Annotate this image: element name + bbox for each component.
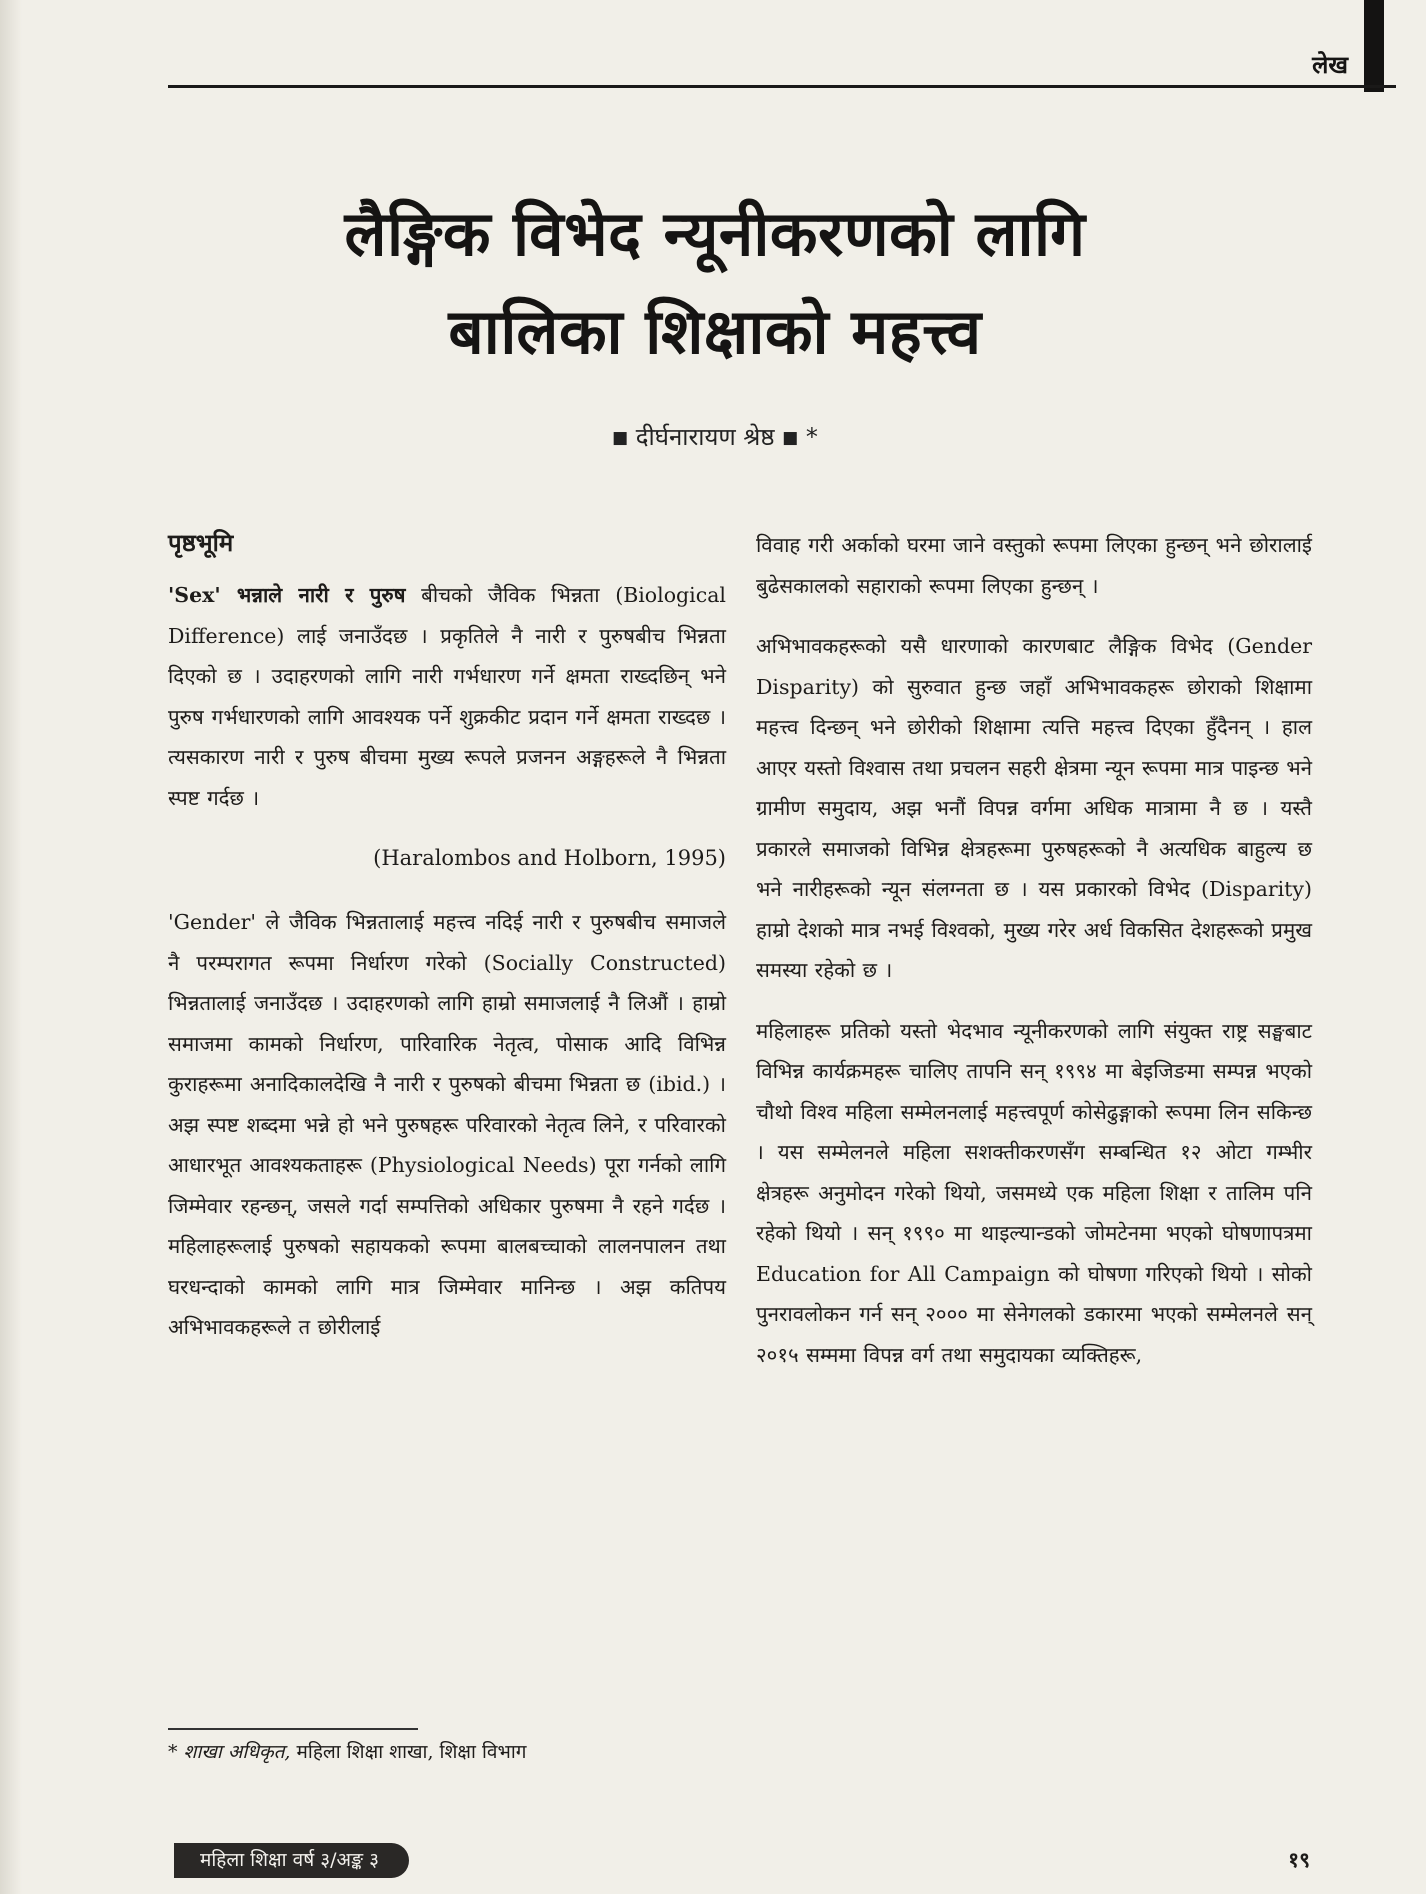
section-heading: पृष्ठभूमि bbox=[168, 529, 234, 557]
footnote bbox=[168, 1736, 526, 1768]
paragraph-beijing-conference: महिलाहरू प्रतिको यस्तो भेदभाव न्यूनीकरणको लागि संयुक्त राष्ट्र सङ्घबाट विभिन्न कार्यक्रमहरू चालिए तापनि सन् १९९४ मा बेइजिङमा सम्पन्न भएको चौथो विश्व महिला सम्मेलनलाई महत्त्वपूर्ण कोसेढुङ्गाको रूपमा लिन सकिन्छ । यस सम्मेलनले महिला सशक्तीकरणसँग सम्बन्धित १२ ओटा गम्भीर क्षेत्रहरू अनुमोदन गरेको थियो, जसमध्ये एक महिला शिक्षा र तालिम पनि रहेको थियो । सन् १९९० मा थाइल्यान्डको जोमटेनमा भएको घोषणापत्रमा Education for All Campaign को घोषणा गरिएको थियो । सोको पुनरावलोकन गर्न सन् २००० मा सेनेगलको डकारमा भएको सम्मेलनले सन् २०१५ सम्ममा विपन्न वर्ग तथा समुदायका व्यक्तिहरू, bbox=[756, 1018, 1312, 1367]
article-title bbox=[150, 185, 1280, 381]
paragraph-gender-definition: 'Gender' ले जैविक भिन्नतालाई महत्त्व नदिई नारी र पुरुषबीच समाजले नै परम्परागत रूपमा निर्धारण गरेको (Socially Constructed) भिन्नतालाई जनाउँदछ । उदाहरणको लागि हाम्रो समाजलाई नै लिऔं । हाम्रो समाजमा कामको निर्धारण, पारिवारिक नेतृत्व, पोसाक आदि विभिन्न कुराहरूमा अनादिकालदेखि नै नारी र पुरुषको बीचमा भिन्नता छ (ibid.) । अझ स्पष्ट शब्दमा भन्ने हो भने पुरुषहरू परिवारको नेतृत्व लिने, र परिवारको आधारभूत आवश्यकताहरू (Physiological Needs) पूरा गर्नको लागि जिम्मेवार रहन्छन्, जसले गर्दा सम्पत्तिको अधिकार पुरुषमा नै रहने गर्दछ । महिलाहरूलाई पुरुषको सहायकको रूपमा बालबच्चाको लालनपालन तथा घरधन्दाको कामको लागि मात्र जिम्मेवार मानिन्छ । अझ कतिपय अभिभावकहरूले त छोरीलाई bbox=[168, 910, 726, 1339]
bullet-icon: ■ bbox=[612, 428, 629, 448]
paragraph-gender-disparity: अभिभावकहरूको यसै धारणाको कारणबाट लैङ्गिक विभेद (Gender Disparity) को सुरुवात हुन्छ जहाँ अभिभावकहरू छोराको शिक्षामा महत्त्व दिन्छन् भने छोरीको शिक्षामा त्यत्ति महत्त्व दिएका हुँदैनन् । हाल आएर यस्तो विश्वास तथा प्रचलन सहरी क्षेत्रमा न्यून रूपमा मात्र पाइन्छ भने ग्रामीण समुदाय, अझ भनौं विपन्न वर्गमा अधिक मात्रामा नै छ । यस्तै प्रकारले समाजको विभिन्न क्षेत्रहरूमा पुरुषहरूको नै अत्यधिक बाहुल्य छ भने नारीहरूको न्यून संलग्नता छ । यस प्रकारको विभेद (Disparity) हाम्रो देशको मात्र नभई विश्वको, मुख्य गरेर अर्ध विकसित देशहरूको प्रमुख समस्या रहेको छ । bbox=[756, 634, 1312, 982]
page-number: १९ bbox=[1288, 1848, 1310, 1872]
citation: (Haralombos and Holborn, 1995) bbox=[373, 846, 726, 870]
footnote-rule bbox=[168, 1728, 418, 1730]
footnote-role: शाखा अधिकृत, bbox=[183, 1741, 291, 1763]
right-column bbox=[756, 525, 1312, 1395]
author-footnote-marker: * bbox=[805, 423, 818, 451]
title-line-2: बालिका शिक्षाको महत्त्व bbox=[448, 295, 982, 368]
section-tag-bar bbox=[1364, 0, 1384, 92]
header-rule bbox=[168, 85, 1396, 88]
author-line bbox=[150, 420, 1280, 453]
paragraph-body: बीचको जैविक भिन्नता (Biological Difference) लाई जनाउँदछ । प्रकृतिले नै नारी र पुरुषबीच भिन्नता दिएको छ । उदाहरणको लागि नारी गर्भधारण गर्ने क्षमता राख्दछिन् भने पुरुष गर्भधारणको लागि आवश्यक पर्ने शुक्रकीट प्रदान गर्ने क्षमता राख्दछ । त्यसकारण नारी र पुरुष बीचमा मुख्य रूपले प्रजनन अङ्गहरूले नै भिन्नता स्पष्ट गर्दछ । bbox=[168, 583, 726, 810]
paragraph-continuation: विवाह गरी अर्काको घरमा जाने वस्तुको रूपमा लिएका हुन्छन् भने छोरालाई बुढेसकालको सहाराको रूपमा लिएका हुन्छन् । bbox=[756, 533, 1312, 598]
scan-edge bbox=[0, 0, 22, 1894]
bullet-icon: ■ bbox=[782, 428, 799, 448]
paragraph-lead: 'Sex' भन्नाले नारी र पुरुष bbox=[168, 583, 406, 607]
section-tag: लेख bbox=[1312, 51, 1348, 79]
paragraph-sex-definition bbox=[168, 575, 726, 818]
journal-label: महिला शिक्षा वर्ष ३/अङ्क ३ bbox=[174, 1843, 409, 1878]
author-name: दीर्घनारायण श्रेष्ठ bbox=[635, 423, 775, 451]
left-column bbox=[168, 525, 726, 1368]
footnote-text: महिला शिक्षा शाखा, शिक्षा विभाग bbox=[296, 1741, 527, 1763]
footnote-marker: * bbox=[168, 1741, 178, 1763]
title-line-1: लैङ्गिक विभेद न्यूनीकरणको लागि bbox=[344, 197, 1086, 270]
